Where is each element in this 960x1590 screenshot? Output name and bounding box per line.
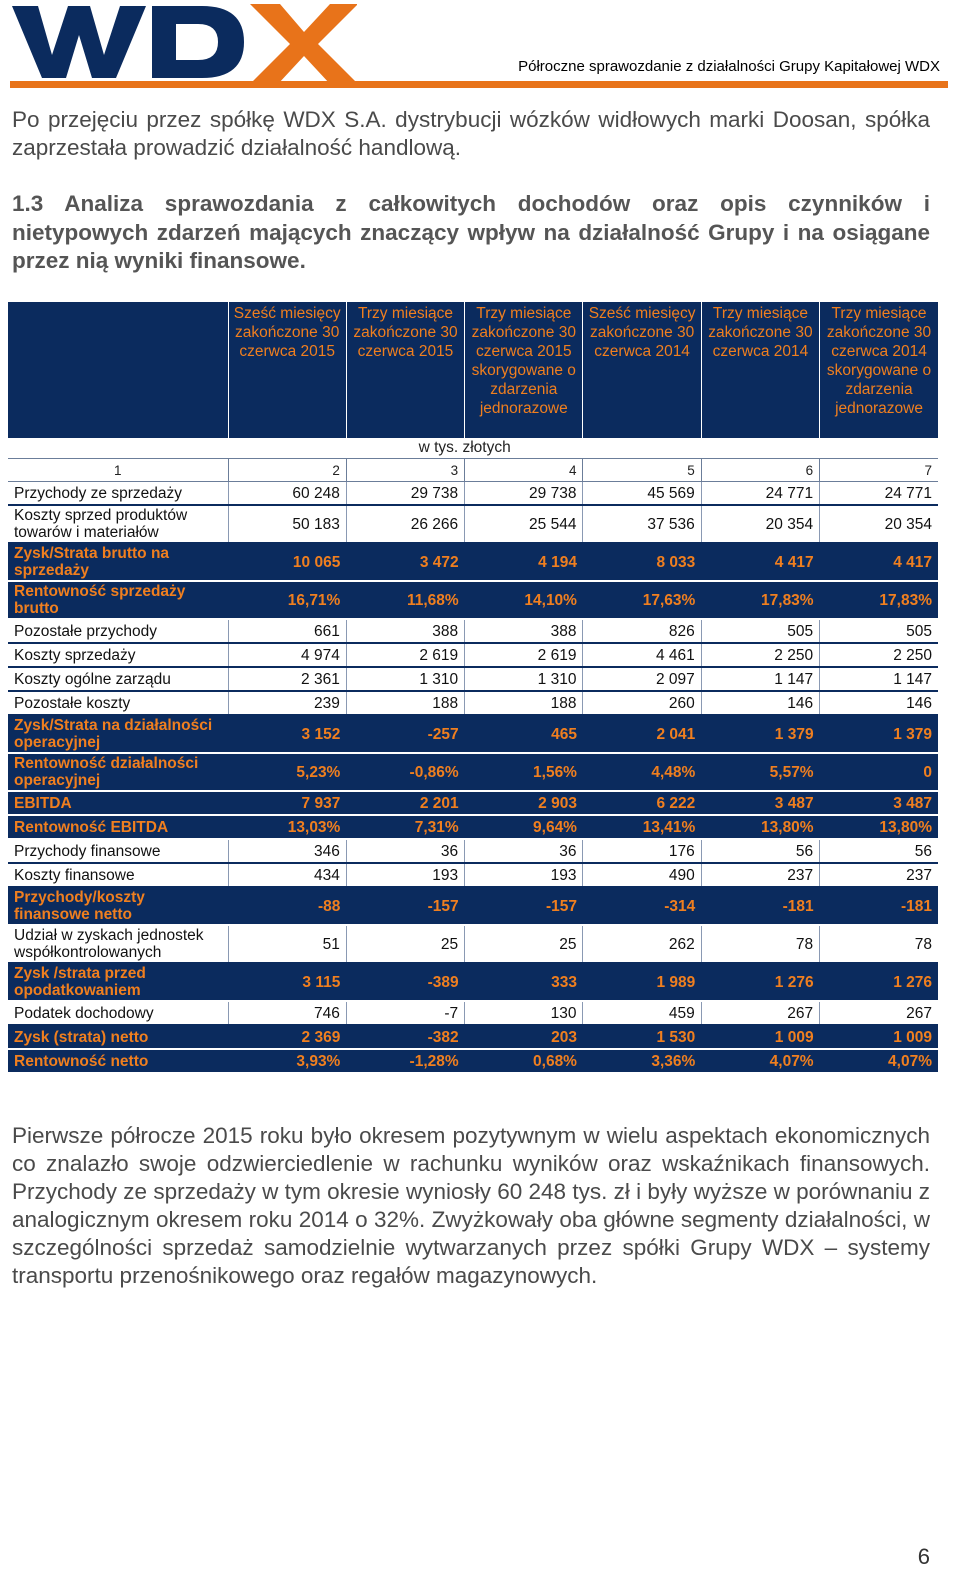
value-cell: 2 250 bbox=[820, 643, 938, 667]
value-cell: -389 bbox=[346, 963, 464, 1001]
value-cell: -314 bbox=[583, 887, 701, 925]
report-header-caption: Półroczne sprawozdanie z działalności Grupy Kapitałowej WDX bbox=[518, 58, 940, 75]
row-label: Koszty finansowe bbox=[8, 863, 228, 887]
value-cell: 16,71% bbox=[228, 581, 346, 619]
table-row bbox=[8, 925, 938, 963]
column-index: 1 bbox=[8, 459, 228, 482]
value-cell: 4 417 bbox=[701, 543, 819, 581]
value-cell: 3,36% bbox=[583, 1049, 701, 1073]
value-cell: 60 248 bbox=[228, 482, 346, 506]
value-cell: 333 bbox=[465, 963, 583, 1001]
table-row bbox=[8, 1049, 938, 1073]
table-row bbox=[8, 643, 938, 667]
value-cell: 51 bbox=[228, 925, 346, 963]
value-cell: 29 738 bbox=[465, 482, 583, 506]
value-cell: 36 bbox=[465, 839, 583, 863]
value-cell: 45 569 bbox=[583, 482, 701, 506]
table-row bbox=[8, 887, 938, 925]
value-cell: 2 903 bbox=[465, 791, 583, 815]
value-cell: 203 bbox=[465, 1025, 583, 1049]
value-cell: 17,83% bbox=[701, 581, 819, 619]
value-cell: 465 bbox=[465, 715, 583, 753]
row-label: Rentowność działalności operacyjnej bbox=[8, 753, 228, 791]
value-cell: 13,03% bbox=[228, 815, 346, 839]
value-cell: 1 530 bbox=[583, 1025, 701, 1049]
value-cell: 20 354 bbox=[820, 505, 938, 543]
value-cell: -157 bbox=[465, 887, 583, 925]
table-row bbox=[8, 691, 938, 715]
row-label: Przychody ze sprzedaży bbox=[8, 482, 228, 506]
value-cell: -181 bbox=[820, 887, 938, 925]
row-label: Zysk /strata przed opodatkowaniem bbox=[8, 963, 228, 1001]
column-header: Trzy miesiące zakończone 30 czerwca 2014 skorygowane o zdarzenia jednorazowe bbox=[820, 302, 938, 438]
value-cell: 6 222 bbox=[583, 791, 701, 815]
row-label: Pozostałe przychody bbox=[8, 619, 228, 643]
table-row bbox=[8, 619, 938, 643]
value-cell: 8 033 bbox=[583, 543, 701, 581]
value-cell: 78 bbox=[701, 925, 819, 963]
header-corner-cell bbox=[8, 302, 228, 438]
value-cell: 2 619 bbox=[346, 643, 464, 667]
value-cell: 24 771 bbox=[701, 482, 819, 506]
value-cell: 146 bbox=[820, 691, 938, 715]
value-cell: 50 183 bbox=[228, 505, 346, 543]
value-cell: 2 041 bbox=[583, 715, 701, 753]
row-label: Pozostałe koszty bbox=[8, 691, 228, 715]
row-label: Zysk/Strata na działalności operacyjnej bbox=[8, 715, 228, 753]
value-cell: 36 bbox=[346, 839, 464, 863]
column-index: 5 bbox=[583, 459, 701, 482]
table-row bbox=[8, 581, 938, 619]
column-index: 6 bbox=[701, 459, 819, 482]
column-index: 7 bbox=[820, 459, 938, 482]
row-label: Zysk (strata) netto bbox=[8, 1025, 228, 1049]
unit-row bbox=[8, 438, 938, 459]
value-cell: 2 097 bbox=[583, 667, 701, 691]
row-label: EBITDA bbox=[8, 791, 228, 815]
value-cell: 346 bbox=[228, 839, 346, 863]
value-cell: 4,48% bbox=[583, 753, 701, 791]
value-cell: 3 487 bbox=[820, 791, 938, 815]
value-cell: 1 009 bbox=[820, 1025, 938, 1049]
value-cell: 1 009 bbox=[701, 1025, 819, 1049]
value-cell: 20 354 bbox=[701, 505, 819, 543]
value-cell: 2 619 bbox=[465, 643, 583, 667]
column-index: 2 bbox=[228, 459, 346, 482]
intro-paragraph: Po przejęciu przez spółkę WDX S.A. dystrybucji wózków widłowych marki Doosan, spółka zaprzestała prowadzić działalność handlową. bbox=[12, 107, 930, 160]
value-cell: 2 361 bbox=[228, 667, 346, 691]
value-cell: -157 bbox=[346, 887, 464, 925]
value-cell: 4 974 bbox=[228, 643, 346, 667]
value-cell: 3 472 bbox=[346, 543, 464, 581]
value-cell: 3 487 bbox=[701, 791, 819, 815]
value-cell: 388 bbox=[465, 619, 583, 643]
table-row bbox=[8, 1001, 938, 1025]
table-row bbox=[8, 839, 938, 863]
value-cell: 1 147 bbox=[701, 667, 819, 691]
row-label: Zysk/Strata brutto na sprzedaży bbox=[8, 543, 228, 581]
value-cell: 78 bbox=[820, 925, 938, 963]
value-cell: 13,41% bbox=[583, 815, 701, 839]
value-cell: 13,80% bbox=[820, 815, 938, 839]
value-cell: 3 152 bbox=[228, 715, 346, 753]
table-row bbox=[8, 815, 938, 839]
value-cell: -0,86% bbox=[346, 753, 464, 791]
column-header: Sześć miesięcy zakończone 30 czerwca 2015 bbox=[228, 302, 346, 438]
table-row bbox=[8, 667, 938, 691]
value-cell: 267 bbox=[820, 1001, 938, 1025]
table-row bbox=[8, 863, 938, 887]
value-cell: 1 989 bbox=[583, 963, 701, 1001]
value-cell: 2 369 bbox=[228, 1025, 346, 1049]
value-cell: 1 379 bbox=[820, 715, 938, 753]
value-cell: 4 417 bbox=[820, 543, 938, 581]
value-cell: -1,28% bbox=[346, 1049, 464, 1073]
value-cell: 14,10% bbox=[465, 581, 583, 619]
value-cell: 490 bbox=[583, 863, 701, 887]
value-cell: -88 bbox=[228, 887, 346, 925]
value-cell: 260 bbox=[583, 691, 701, 715]
value-cell: -7 bbox=[346, 1001, 464, 1025]
value-cell: 237 bbox=[820, 863, 938, 887]
column-header: Trzy miesiące zakończone 30 czerwca 2014 bbox=[701, 302, 819, 438]
column-header: Trzy miesiące zakończone 30 czerwca 2015 bbox=[346, 302, 464, 438]
value-cell: 17,63% bbox=[583, 581, 701, 619]
value-cell: 1 310 bbox=[346, 667, 464, 691]
header-divider bbox=[10, 81, 948, 88]
column-index: 4 bbox=[465, 459, 583, 482]
table-row bbox=[8, 505, 938, 543]
table-header-row bbox=[8, 302, 938, 438]
value-cell: 17,83% bbox=[820, 581, 938, 619]
value-cell: 5,23% bbox=[228, 753, 346, 791]
row-label: Przychody/koszty finansowe netto bbox=[8, 887, 228, 925]
value-cell: 24 771 bbox=[820, 482, 938, 506]
value-cell: 1 276 bbox=[820, 963, 938, 1001]
value-cell: 193 bbox=[346, 863, 464, 887]
value-cell: 4 461 bbox=[583, 643, 701, 667]
value-cell: 0,68% bbox=[465, 1049, 583, 1073]
row-label: Podatek dochodowy bbox=[8, 1001, 228, 1025]
wdx-logo bbox=[12, 0, 357, 84]
value-cell: 37 536 bbox=[583, 505, 701, 543]
table-row bbox=[8, 715, 938, 753]
value-cell: 13,80% bbox=[701, 815, 819, 839]
value-cell: 746 bbox=[228, 1001, 346, 1025]
row-label: Rentowność sprzedaży brutto bbox=[8, 581, 228, 619]
value-cell: 267 bbox=[701, 1001, 819, 1025]
value-cell: 4,07% bbox=[701, 1049, 819, 1073]
table-row bbox=[8, 791, 938, 815]
value-cell: 1,56% bbox=[465, 753, 583, 791]
value-cell: 826 bbox=[583, 619, 701, 643]
row-label: Udział w zyskach jednostek współkontrolowanych bbox=[8, 925, 228, 963]
column-index: 3 bbox=[346, 459, 464, 482]
column-header: Trzy miesiące zakończone 30 czerwca 2015 skorygowane o zdarzenia jednorazowe bbox=[465, 302, 583, 438]
value-cell: 3 115 bbox=[228, 963, 346, 1001]
table-row bbox=[8, 753, 938, 791]
value-cell: 459 bbox=[583, 1001, 701, 1025]
value-cell: 193 bbox=[465, 863, 583, 887]
value-cell: 1 379 bbox=[701, 715, 819, 753]
section-heading: 1.3 Analiza sprawozdania z całkowitych dochodów oraz opis czynników i nietypowych zdarzeń mających znaczący wpływ na działalność Grupy i na osiągane przez nią wyniki finansowe. bbox=[12, 191, 930, 273]
value-cell: -257 bbox=[346, 715, 464, 753]
value-cell: 4,07% bbox=[820, 1049, 938, 1073]
value-cell: 3,93% bbox=[228, 1049, 346, 1073]
value-cell: 5,57% bbox=[701, 753, 819, 791]
row-label: Koszty sprzed produktów towarów i materiałów bbox=[8, 505, 228, 543]
value-cell: 9,64% bbox=[465, 815, 583, 839]
value-cell: 11,68% bbox=[346, 581, 464, 619]
value-cell: 25 544 bbox=[465, 505, 583, 543]
value-cell: 2 201 bbox=[346, 791, 464, 815]
value-cell: 56 bbox=[820, 839, 938, 863]
value-cell: 188 bbox=[465, 691, 583, 715]
row-label: Rentowność netto bbox=[8, 1049, 228, 1073]
value-cell: 188 bbox=[346, 691, 464, 715]
unit-label: w tys. złotych bbox=[346, 438, 583, 459]
table-row bbox=[8, 543, 938, 581]
table-row bbox=[8, 963, 938, 1001]
financial-table bbox=[8, 302, 938, 1074]
value-cell: 388 bbox=[346, 619, 464, 643]
value-cell: 7,31% bbox=[346, 815, 464, 839]
value-cell: 1 147 bbox=[820, 667, 938, 691]
value-cell: 1 276 bbox=[701, 963, 819, 1001]
value-cell: 661 bbox=[228, 619, 346, 643]
value-cell: 26 266 bbox=[346, 505, 464, 543]
column-header: Sześć miesięcy zakończone 30 czerwca 2014 bbox=[583, 302, 701, 438]
value-cell: 237 bbox=[701, 863, 819, 887]
value-cell: 1 310 bbox=[465, 667, 583, 691]
value-cell: 56 bbox=[701, 839, 819, 863]
column-index-row bbox=[8, 459, 938, 482]
value-cell: 4 194 bbox=[465, 543, 583, 581]
value-cell: 262 bbox=[583, 925, 701, 963]
value-cell: 2 250 bbox=[701, 643, 819, 667]
row-label: Koszty ogólne zarządu bbox=[8, 667, 228, 691]
summary-paragraph: Pierwsze półrocze 2015 roku było okresem pozytywnym w wielu aspektach ekonomicznych co znalazło swoje odzwierciedlenie w rachunku wyników oraz wskaźnikach finansowych. Przychody ze sprzedaży w tym okresie wyniosły 60 248 tys. zł i były wyższe w porównaniu z analogicznym okresem roku 2014 o 32%. Zwyżkowały oba główne segmenty działalności, w szczególności sprzedaż samodzielnie wytwarzanych przez spółki Grupy WDX – systemy transportu przenośnikowego oraz regałów magazynowych. bbox=[12, 1123, 930, 1288]
value-cell: 505 bbox=[820, 619, 938, 643]
value-cell: 25 bbox=[346, 925, 464, 963]
value-cell: 10 065 bbox=[228, 543, 346, 581]
value-cell: 146 bbox=[701, 691, 819, 715]
value-cell: 505 bbox=[701, 619, 819, 643]
row-label: Przychody finansowe bbox=[8, 839, 228, 863]
value-cell: 29 738 bbox=[346, 482, 464, 506]
row-label: Koszty sprzedaży bbox=[8, 643, 228, 667]
page-number: 6 bbox=[917, 1544, 930, 1569]
value-cell: 434 bbox=[228, 863, 346, 887]
value-cell: 25 bbox=[465, 925, 583, 963]
table-row bbox=[8, 482, 938, 506]
value-cell: 0 bbox=[820, 753, 938, 791]
row-label: Rentowność EBITDA bbox=[8, 815, 228, 839]
value-cell: 239 bbox=[228, 691, 346, 715]
value-cell: -181 bbox=[701, 887, 819, 925]
value-cell: 176 bbox=[583, 839, 701, 863]
value-cell: 7 937 bbox=[228, 791, 346, 815]
value-cell: -382 bbox=[346, 1025, 464, 1049]
table-row bbox=[8, 1025, 938, 1049]
value-cell: 130 bbox=[465, 1001, 583, 1025]
